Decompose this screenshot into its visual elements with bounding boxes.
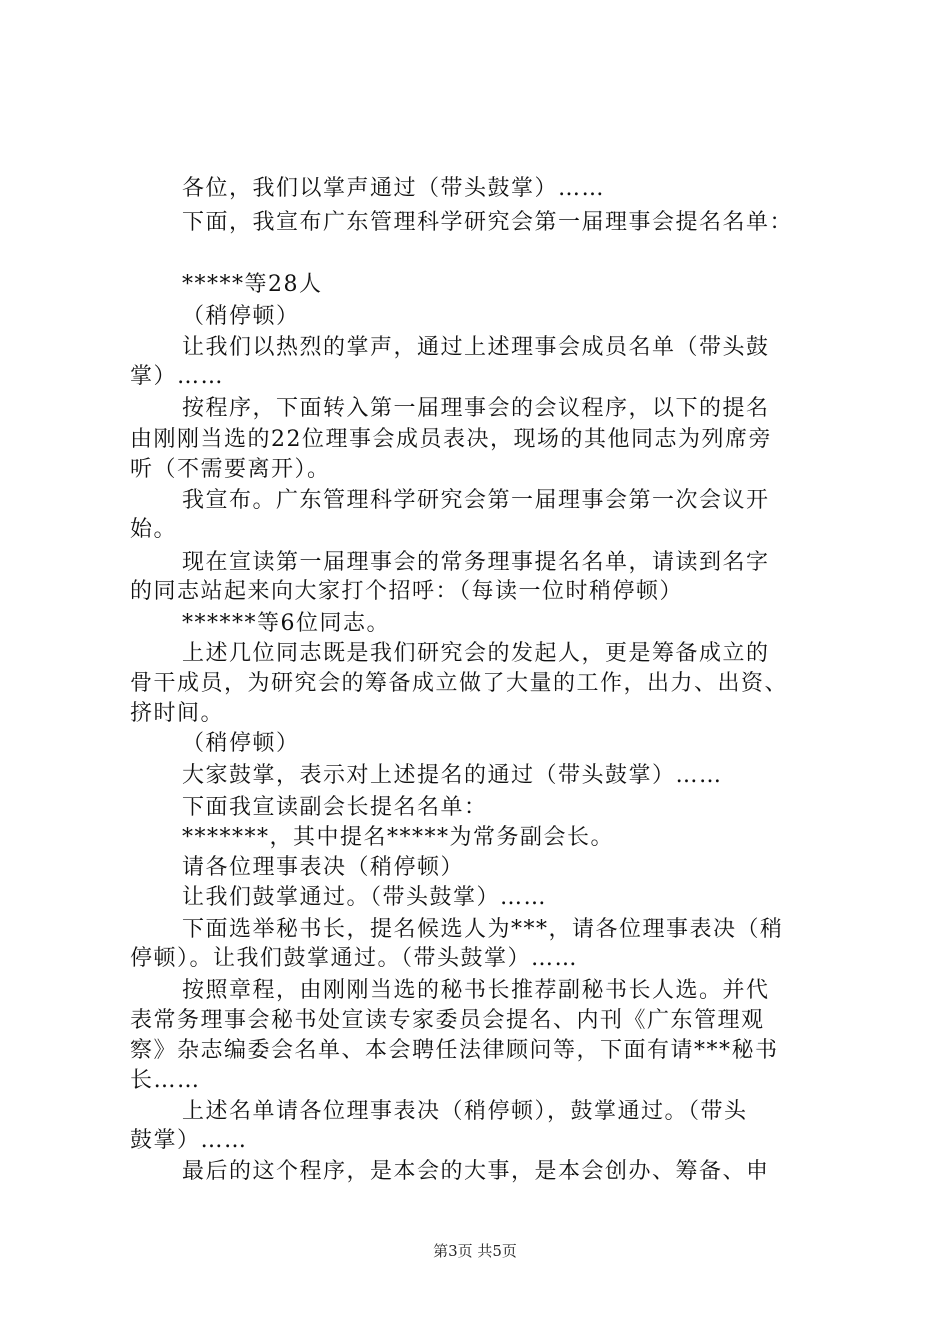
text-line: 骨干成员，为研究会的筹备成立做了大量的工作，出力、出资、	[130, 671, 789, 696]
text-line: 表常务理事会秘书处宣读专家委员会提名、内刊《广东管理观	[130, 1008, 765, 1033]
text-line: 掌）……	[130, 364, 225, 389]
text-line: 挤时间。	[130, 701, 225, 726]
text-line: 长……	[130, 1068, 201, 1093]
text-line: *****等28人	[182, 272, 323, 297]
text-line: 鼓掌）……	[130, 1128, 248, 1153]
page-number-footer: 第3页 共5页	[433, 1242, 517, 1260]
text-line: 察》杂志编委会名单、本会聘任法律顾问等，下面有请***秘书	[130, 1038, 779, 1063]
text-line: 下面选举秘书长，提名候选人为***，请各位理事表决（稍	[182, 917, 784, 942]
text-line: 大家鼓掌，表示对上述提名的通过（带头鼓掌）……	[182, 763, 723, 788]
text-line: 上述几位同志既是我们研究会的发起人，更是筹备成立的	[182, 641, 770, 666]
text-line: 现在宣读第一届理事会的常务理事提名名单，请读到名字	[182, 550, 770, 575]
text-line: （稍停顿）	[182, 304, 300, 329]
text-line: 听（不需要离开）。	[130, 457, 331, 482]
text-line: 停顿）。让我们鼓掌通过。（带头鼓掌）……	[130, 946, 579, 971]
text-line: 下面，我宣布广东管理科学研究会第一届理事会提名名单：	[182, 210, 794, 235]
text-line: 始。	[130, 517, 178, 542]
text-line: 按程序，下面转入第一届理事会的会议程序，以下的提名	[182, 396, 770, 421]
text-line: 下面我宣读副会长提名名单：	[182, 795, 488, 820]
text-line: ******等6位同志。	[182, 611, 390, 636]
text-line: 的同志站起来向大家打个招呼：（每读一位时稍停顿）	[130, 579, 684, 604]
text-line: 由刚刚当选的22位理事会成员表决，现场的其他同志为列席旁	[130, 427, 772, 452]
text-line: 各位，我们以掌声通过（带头鼓掌）……	[182, 176, 606, 201]
text-line: 按照章程，由刚刚当选的秘书长推荐副秘书长人选。并代	[182, 978, 770, 1003]
text-line: （稍停顿）	[182, 731, 300, 756]
text-line: *******，其中提名*****为常务副会长。	[182, 825, 615, 850]
text-line: 上述名单请各位理事表决（稍停顿），鼓掌通过。（带头	[182, 1099, 748, 1124]
text-line: 让我们以热烈的掌声，通过上述理事会成员名单（带头鼓	[182, 335, 770, 360]
text-line: 最后的这个程序，是本会的大事，是本会创办、筹备、申	[182, 1159, 770, 1184]
text-line: 我宣布。广东管理科学研究会第一届理事会第一次会议开	[182, 488, 770, 513]
text-line: 让我们鼓掌通过。（带头鼓掌）……	[182, 885, 548, 910]
text-line: 请各位理事表决（稍停顿）	[182, 855, 465, 880]
